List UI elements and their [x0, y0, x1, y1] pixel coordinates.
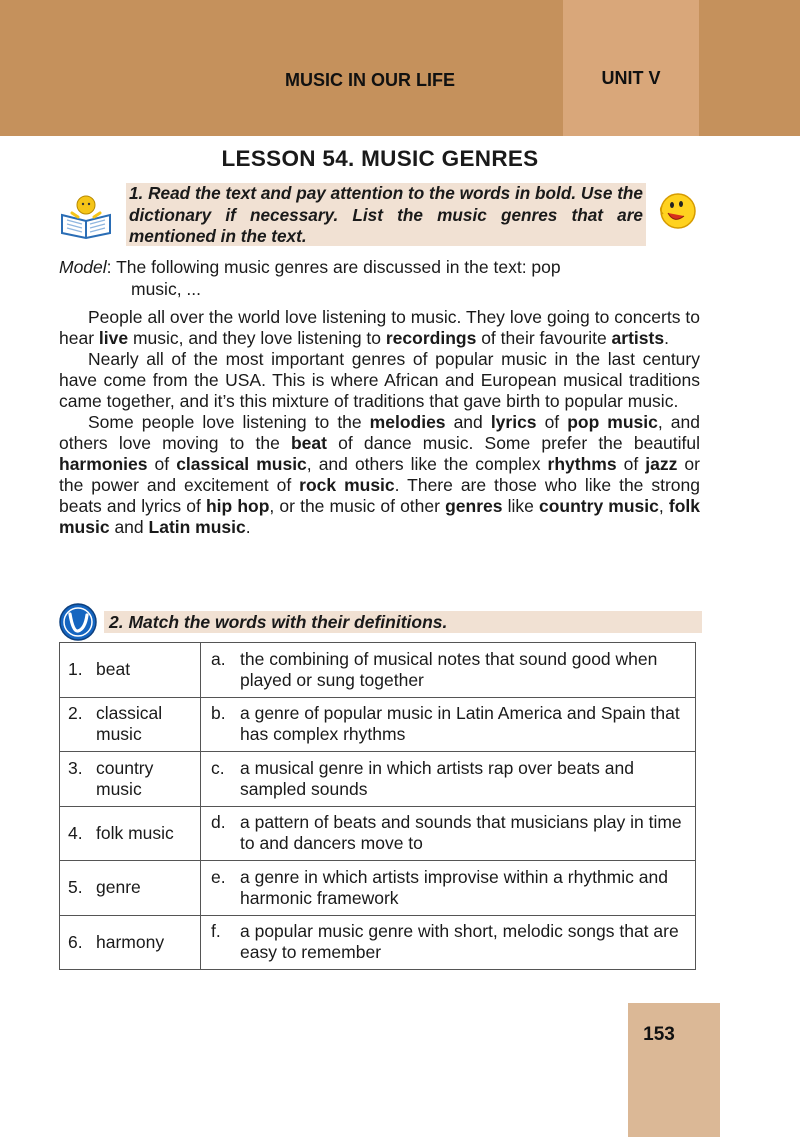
book-reading-icon — [58, 193, 114, 239]
definition-cell — [201, 861, 696, 916]
definition-cell — [201, 643, 696, 698]
word-cell — [60, 861, 201, 916]
bold-word: folk music — [59, 496, 700, 537]
word-number: 1. — [68, 659, 83, 680]
word-number: 3. — [68, 757, 83, 778]
section-title: MUSIC IN OUR LIFE — [285, 70, 455, 90]
bold-word: melodies — [369, 412, 446, 432]
definition-letter: c. — [211, 757, 225, 778]
unit-label: UNIT V — [601, 68, 661, 88]
definition-letter: f. — [211, 921, 221, 942]
word-text: genre — [96, 877, 141, 898]
definition-text: a popular music genre with short, melodic songs that are easy to remember — [240, 921, 679, 963]
model-answer — [59, 257, 679, 300]
definition-cell — [201, 697, 696, 752]
bold-word: jazz — [645, 454, 678, 474]
word-number: 2. — [68, 703, 83, 724]
vocabulary-v-icon — [58, 602, 98, 642]
definition-letter: e. — [211, 866, 226, 887]
word-text: country music — [96, 757, 154, 799]
model-label: Model — [59, 257, 107, 277]
word-text: folk music — [96, 822, 174, 843]
model-text-continued: music, ... — [131, 278, 202, 299]
bold-word: hip hop — [205, 496, 270, 516]
bold-word: lyrics — [490, 412, 537, 432]
word-cell — [60, 806, 201, 861]
bold-word: artists — [611, 328, 665, 348]
bold-word: live — [98, 328, 129, 348]
task1-instruction: 1. Read the text and pay attention to the words in bold. Use the dictionary if necessary. List the music genres that are mentioned in the text. — [129, 183, 643, 246]
word-cell — [60, 915, 201, 970]
table-row — [60, 915, 696, 970]
bold-word: Latin music — [148, 517, 246, 537]
definition-letter: a. — [211, 648, 226, 669]
definition-cell — [201, 752, 696, 807]
word-text: classical music — [96, 703, 163, 745]
table-row — [60, 861, 696, 916]
bold-word: recordings — [385, 328, 477, 348]
definition-cell — [201, 806, 696, 861]
page-number: 153 — [643, 1024, 675, 1045]
word-text: beat — [96, 659, 131, 680]
bold-word: genres — [445, 496, 503, 516]
word-cell — [60, 643, 201, 698]
reading-text — [59, 307, 700, 538]
bold-word: country music — [539, 496, 659, 516]
bold-word: rock music — [299, 475, 395, 495]
bold-word: beat — [290, 433, 327, 453]
definition-text: a musical genre in which artists rap over beats and sampled sounds — [240, 757, 634, 799]
definition-cell — [201, 915, 696, 970]
paragraph-3: Some people love listening to the melodies and lyrics of pop music, and others love moving to the beat of dance music. Some prefer the beautiful harmonies of classical music, and others like the complex rhythms of jazz or the power and excitement of rock music. There are those who like the strong beats and lyrics of hip hop, or the music of other genres like country music, folk music and Latin music. — [59, 412, 700, 537]
word-cell — [60, 752, 201, 807]
word-text: harmony — [96, 931, 165, 952]
bold-word: classical music — [176, 454, 307, 474]
matching-table — [59, 642, 696, 970]
task2-instruction: 2. Match the words with their definitions. — [109, 612, 448, 632]
lesson-title: LESSON 54. MUSIC GENRES — [221, 146, 539, 171]
word-cell — [60, 697, 201, 752]
smiley-icon — [656, 190, 698, 232]
definition-letter: d. — [211, 812, 226, 833]
model-text: : The following music genres are discussed in the text: pop — [106, 257, 561, 277]
definition-letter: b. — [211, 703, 226, 724]
bold-word: pop music — [567, 412, 658, 432]
table-row — [60, 752, 696, 807]
table-row — [60, 643, 696, 698]
table-row — [60, 806, 696, 861]
definition-text: the combining of musical notes that sound good when played or sung together — [240, 648, 658, 690]
definition-text: a genre of popular music in Latin America and Spain that has complex rhythms — [240, 703, 680, 745]
definition-text: a pattern of beats and sounds that musicians play in time to and dancers move to — [240, 812, 682, 854]
paragraph-2: Nearly all of the most important genres of popular music in the last century have come from the USA. This is where African and European musical traditions came together, and it’s this mixture of traditions that gave birth to popular music. — [59, 349, 700, 411]
bold-word: rhythms — [547, 454, 617, 474]
word-number: 4. — [68, 822, 83, 843]
bold-word: harmonies — [59, 454, 148, 474]
word-number: 6. — [68, 931, 83, 952]
definition-text: a genre in which artists improvise within a rhythmic and harmonic framework — [240, 866, 668, 908]
paragraph-1: People all over the world love listening to music. They love going to concerts to hear live music, and they love listening to recordings of their favourite artists. — [59, 307, 700, 348]
word-number: 5. — [68, 877, 83, 898]
table-row — [60, 697, 696, 752]
